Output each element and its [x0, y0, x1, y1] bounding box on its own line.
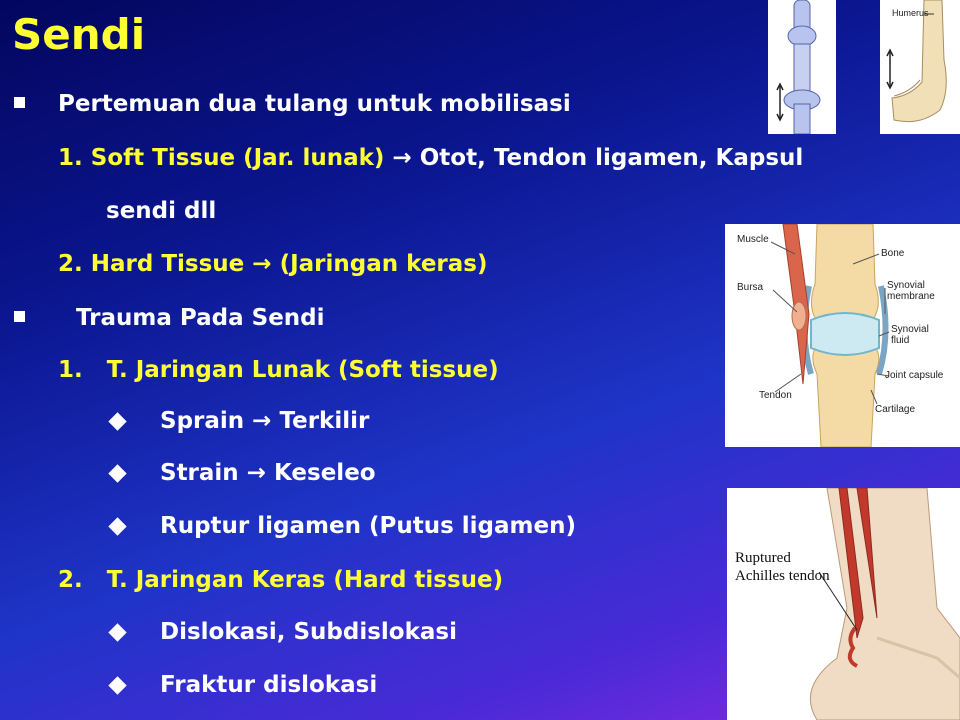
muscle-label: Muscle [737, 234, 769, 245]
elbow-image [880, 0, 960, 134]
point-2-2-b [160, 672, 377, 698]
slide-title: Sendi [12, 10, 146, 59]
knee-joint-diagram [725, 224, 960, 447]
point-1-1-desc: Otot, Tendon ligamen, Kapsul [419, 145, 804, 171]
point-2-1-b [160, 460, 376, 486]
right-arrow-icon: → [252, 251, 272, 277]
joint-capsule-label: Joint capsule [885, 370, 944, 381]
tendon-label: Tendon [759, 390, 792, 401]
humerus-label: Humerus [892, 8, 929, 18]
point-2-2-text: T. Jaringan Keras (Hard tissue) [106, 567, 504, 593]
point-1-1 [58, 145, 803, 171]
synovial-membrane-label: Synovial membrane [887, 280, 935, 302]
point-1-1-desc-cont: sendi dll [106, 198, 217, 224]
right-arrow-icon: → [252, 408, 272, 434]
point-1-1-term: Soft Tissue (Jar. lunak) [90, 145, 385, 171]
fraktur-text: Fraktur dislokasi [160, 672, 378, 698]
diamond-bullet-icon [108, 412, 126, 430]
point-1-2-desc: (Jaringan keras) [279, 251, 488, 277]
point-2 [76, 305, 325, 331]
cartilage-label: Cartilage [875, 404, 916, 415]
point-2-2-a [160, 619, 457, 645]
bone-label: Bone [881, 248, 905, 259]
achilles-tendon-label: Achilles tendon [735, 568, 830, 584]
point-1-1-cont [106, 198, 216, 224]
ruptur-text: Ruptur ligamen (Putus ligamen) [160, 513, 576, 539]
point-1-1-number: 1. [58, 145, 83, 171]
point-1-2 [58, 251, 488, 277]
synovial-fluid-label: Synovial fluid [891, 324, 929, 346]
square-bullet-icon [14, 97, 25, 108]
diamond-bullet-icon [108, 517, 126, 535]
sprain-text: Sprain [160, 408, 245, 434]
diamond-bullet-icon [108, 623, 126, 641]
right-arrow-icon: → [246, 460, 266, 486]
point-2-1 [58, 357, 499, 383]
point-1-text: Pertemuan dua tulang untuk mobilisasi [58, 91, 571, 117]
achilles-tendon-image [727, 488, 960, 720]
diamond-bullet-icon [108, 676, 126, 694]
point-2-1-a [160, 408, 369, 434]
point-1 [58, 91, 571, 117]
keseleo-text: Keseleo [274, 460, 376, 486]
right-arrow-icon: → [392, 145, 412, 171]
dislokasi-text: Dislokasi, Subdislokasi [160, 619, 458, 645]
point-2-1-c [160, 513, 576, 539]
point-1-2-number: 2. [58, 251, 83, 277]
point-2-2 [58, 567, 503, 593]
point-2-1-number: 1. [58, 357, 83, 383]
point-1-2-term: Hard Tissue [90, 251, 245, 277]
strain-text: Strain [160, 460, 239, 486]
bursa-label: Bursa [737, 282, 764, 293]
terkilir-text: Terkilir [279, 408, 370, 434]
point-2-2-number: 2. [58, 567, 83, 593]
point-2-1-text: T. Jaringan Lunak (Soft tissue) [106, 357, 499, 383]
square-bullet-icon [14, 311, 25, 322]
ruptured-label: Ruptured [735, 550, 791, 566]
hinge-joint-image [768, 0, 836, 134]
diamond-bullet-icon [108, 464, 126, 482]
point-2-text: Trauma Pada Sendi [76, 305, 325, 331]
